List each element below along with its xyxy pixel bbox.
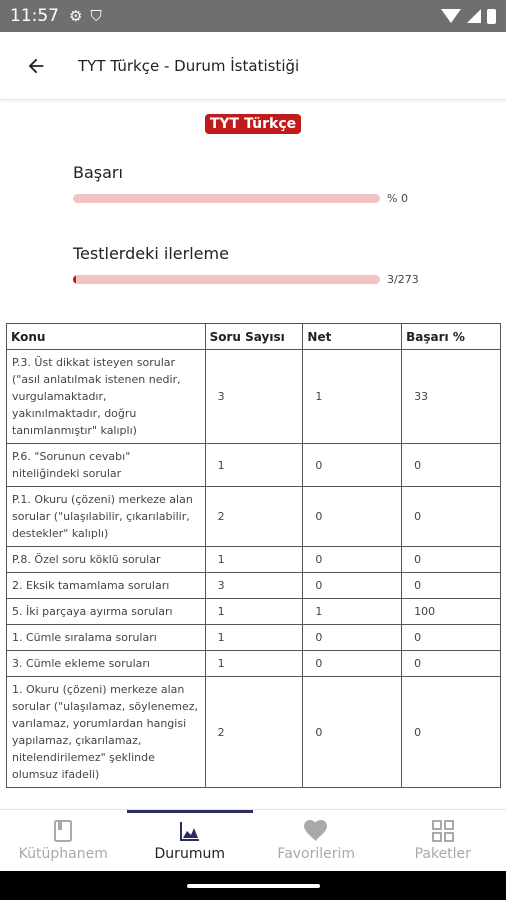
- success-cell: 0: [402, 625, 501, 651]
- net-cell: 0: [303, 573, 402, 599]
- table-row: [7, 487, 501, 547]
- system-gesture-bar: [0, 871, 506, 900]
- exam-badge: TYT Türkçe: [205, 114, 301, 134]
- table-row: [7, 444, 501, 487]
- book-icon: [53, 820, 73, 842]
- table-row: [7, 350, 501, 444]
- success-label: Başarı: [73, 163, 123, 182]
- success-stat: [73, 163, 408, 205]
- heart-icon: [304, 820, 328, 842]
- topic-cell: 5. İki parçaya ayırma soruları: [7, 599, 206, 625]
- net-cell: 0: [303, 547, 402, 573]
- count-cell: 1: [205, 444, 303, 487]
- test-progress-label: Testlerdeki ilerleme: [73, 244, 229, 263]
- success-cell: 0: [402, 444, 501, 487]
- nav-label-status: Durumum: [154, 845, 225, 862]
- app-bar: [0, 32, 506, 100]
- table-row: [7, 651, 501, 677]
- nav-item-favorites[interactable]: [253, 810, 380, 871]
- gear-icon: ⚙: [69, 7, 83, 25]
- success-cell: 0: [402, 487, 501, 547]
- test-progress-bar: [73, 275, 380, 284]
- topic-cell: P.3. Üst dikkat isteyen sorular ("asıl anlatılmak istenen nedir, vurgulamaktadır, yakınılmaktadır, doğru tanımlanmıştır" kalıplı): [7, 350, 206, 444]
- table-row: [7, 547, 501, 573]
- grid-icon: [432, 820, 454, 842]
- wifi-icon: [441, 9, 461, 23]
- success-cell: 0: [402, 651, 501, 677]
- test-progress-value: 3/273: [387, 273, 419, 286]
- chart-icon: [179, 820, 201, 842]
- main-content: [0, 101, 506, 809]
- topic-cell: P.1. Okuru (çözeni) merkeze alan sorular ("ulaşılabilir, çıkarılabilir, destekler" kalıplı): [7, 487, 206, 547]
- net-cell: 0: [303, 444, 402, 487]
- count-cell: 2: [205, 487, 303, 547]
- header-net: Net: [303, 324, 402, 350]
- topic-cell: 1. Okuru (çözeni) merkeze alan sorular ("ulaşılamaz, söylenemez, varılamaz, yorumlardan hangisi yapılamaz, çıkarılamaz, nitelendirilemez" şeklinde olumsuz ifadeli): [7, 677, 206, 788]
- nav-item-status[interactable]: [127, 810, 254, 871]
- back-button[interactable]: [16, 46, 56, 86]
- success-cell: 100: [402, 599, 501, 625]
- topic-stats-table: [6, 323, 501, 788]
- table-row: [7, 625, 501, 651]
- status-time: 11:57: [10, 6, 59, 26]
- nav-label-packages: Paketler: [414, 845, 471, 862]
- nav-label-favorites: Favorilerim: [277, 845, 356, 862]
- nav-item-library[interactable]: [0, 810, 127, 871]
- success-cell: 0: [402, 573, 501, 599]
- count-cell: 2: [205, 677, 303, 788]
- count-cell: 3: [205, 350, 303, 444]
- net-cell: 1: [303, 350, 402, 444]
- net-cell: 0: [303, 677, 402, 788]
- topic-cell: P.8. Özel soru köklü sorular: [7, 547, 206, 573]
- success-cell: 0: [402, 677, 501, 788]
- count-cell: 1: [205, 599, 303, 625]
- battery-icon: [487, 9, 496, 24]
- shield-icon: ⛉: [90, 7, 102, 25]
- cell-signal-icon: [467, 9, 481, 23]
- bottom-navigation: [0, 809, 506, 871]
- nav-item-packages[interactable]: [380, 810, 506, 871]
- success-value: % 0: [387, 192, 408, 205]
- table-row: [7, 573, 501, 599]
- arrow-left-icon: [25, 55, 47, 77]
- count-cell: 3: [205, 573, 303, 599]
- topic-cell: P.6. "Sorunun cevabı" niteliğindeki sorular: [7, 444, 206, 487]
- net-cell: 0: [303, 651, 402, 677]
- home-gesture-handle[interactable]: [187, 884, 320, 888]
- header-success: Başarı %: [402, 324, 501, 350]
- header-count: Soru Sayısı: [205, 324, 303, 350]
- table-row: [7, 599, 501, 625]
- success-cell: 0: [402, 547, 501, 573]
- topic-cell: 3. Cümle ekleme soruları: [7, 651, 206, 677]
- header-topic: Konu: [7, 324, 206, 350]
- success-cell: 33: [402, 350, 501, 444]
- count-cell: 1: [205, 651, 303, 677]
- count-cell: 1: [205, 625, 303, 651]
- status-bar: [0, 0, 506, 32]
- test-progress-fill: [73, 275, 76, 284]
- count-cell: 1: [205, 547, 303, 573]
- net-cell: 0: [303, 487, 402, 547]
- table-header-row: [7, 324, 501, 350]
- topic-cell: 2. Eksik tamamlama soruları: [7, 573, 206, 599]
- success-progress-bar: [73, 194, 380, 203]
- test-progress-stat: [73, 244, 419, 286]
- topic-cell: 1. Cümle sıralama soruları: [7, 625, 206, 651]
- page-title: TYT Türkçe - Durum İstatistiği: [78, 56, 300, 75]
- net-cell: 0: [303, 625, 402, 651]
- table-row: [7, 677, 501, 788]
- nav-label-library: Kütüphanem: [18, 845, 108, 862]
- net-cell: 1: [303, 599, 402, 625]
